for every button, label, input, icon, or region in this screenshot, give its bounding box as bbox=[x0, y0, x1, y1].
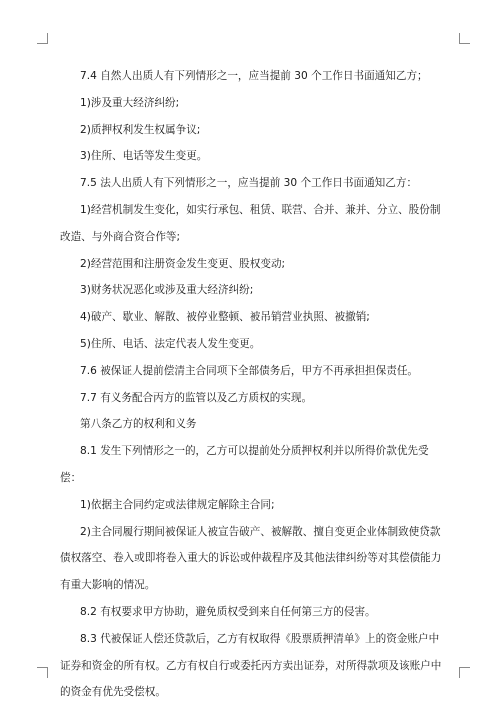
document-body bbox=[60, 63, 442, 706]
section-heading: 第八条乙方的权利和义务 bbox=[80, 418, 197, 431]
paragraph: 7.4 自然人出质人有下列情形之一，应当提前 30 个工作日书面通知乙方； bbox=[80, 70, 428, 82]
paragraph: 8.2 有权要求甲方协助，避免质权受到来自任何第三方的侵害。 bbox=[80, 605, 376, 618]
paragraph: 8.3 代被保证人偿还贷款后，乙方有权取得《股票质押清单》上的资金账户中证券和资金的所有权。乙方有权自行或委托丙方卖出证券，对所得款项及该账户中的资金有优先受偿权。 bbox=[60, 632, 442, 699]
paragraph: 2)主合同履行期间被保证人被宣告破产、被解散、擅自变更企业体制致使贷款债权落空、卷入或即将卷入重大的诉讼或仲裁程序及其他法律纠纷等对其偿债能力有重大影响的情况。 bbox=[60, 525, 442, 592]
crop-mark-top-left bbox=[37, 33, 48, 44]
paragraph: 4)破产、歇业、解散、被停业整顿、被吊销营业执照、被撤销; bbox=[80, 311, 370, 324]
paragraph: 5)住所、电话、法定代表人发生变更。 bbox=[80, 337, 261, 350]
paragraph: 7.6 被保证人提前偿清主合同项下全部债务后，甲方不再承担担保责任。 bbox=[80, 364, 419, 377]
paragraph: 3)财务状况恶化或涉及重大经济纠纷; bbox=[80, 284, 254, 297]
crop-mark-top-right bbox=[459, 33, 470, 44]
crop-mark-bottom-right bbox=[459, 667, 470, 678]
paragraph: 2)经营范围和注册资金发生变更、股权变动; bbox=[80, 257, 286, 270]
paragraph: 7.5 法人出质人有下列情形之一，应当提前 30 个工作日书面通知乙方： bbox=[80, 177, 418, 190]
paragraph: 8.1 发生下列情形之一的，乙方可以提前处分质押权利并以所得价款优先受偿： bbox=[60, 445, 429, 484]
paragraph: 1)经营机制发生变化，如实行承包、租赁、联营、合并、兼并、分立、股份制改造、与外商合资合作等; bbox=[60, 203, 441, 243]
paragraph: 3)住所、电话等发生变更。 bbox=[80, 150, 208, 163]
paragraph: 1)依据主合同约定或法律规定解除主合同; bbox=[80, 498, 275, 511]
paragraph: 7.7 有义务配合丙方的监管以及乙方质权的实现。 bbox=[80, 391, 313, 404]
paragraph: 1)涉及重大经济纠纷; bbox=[80, 96, 180, 109]
crop-mark-bottom-left bbox=[37, 667, 48, 678]
paragraph: 2)质押权利发生权属争议; bbox=[80, 123, 201, 136]
